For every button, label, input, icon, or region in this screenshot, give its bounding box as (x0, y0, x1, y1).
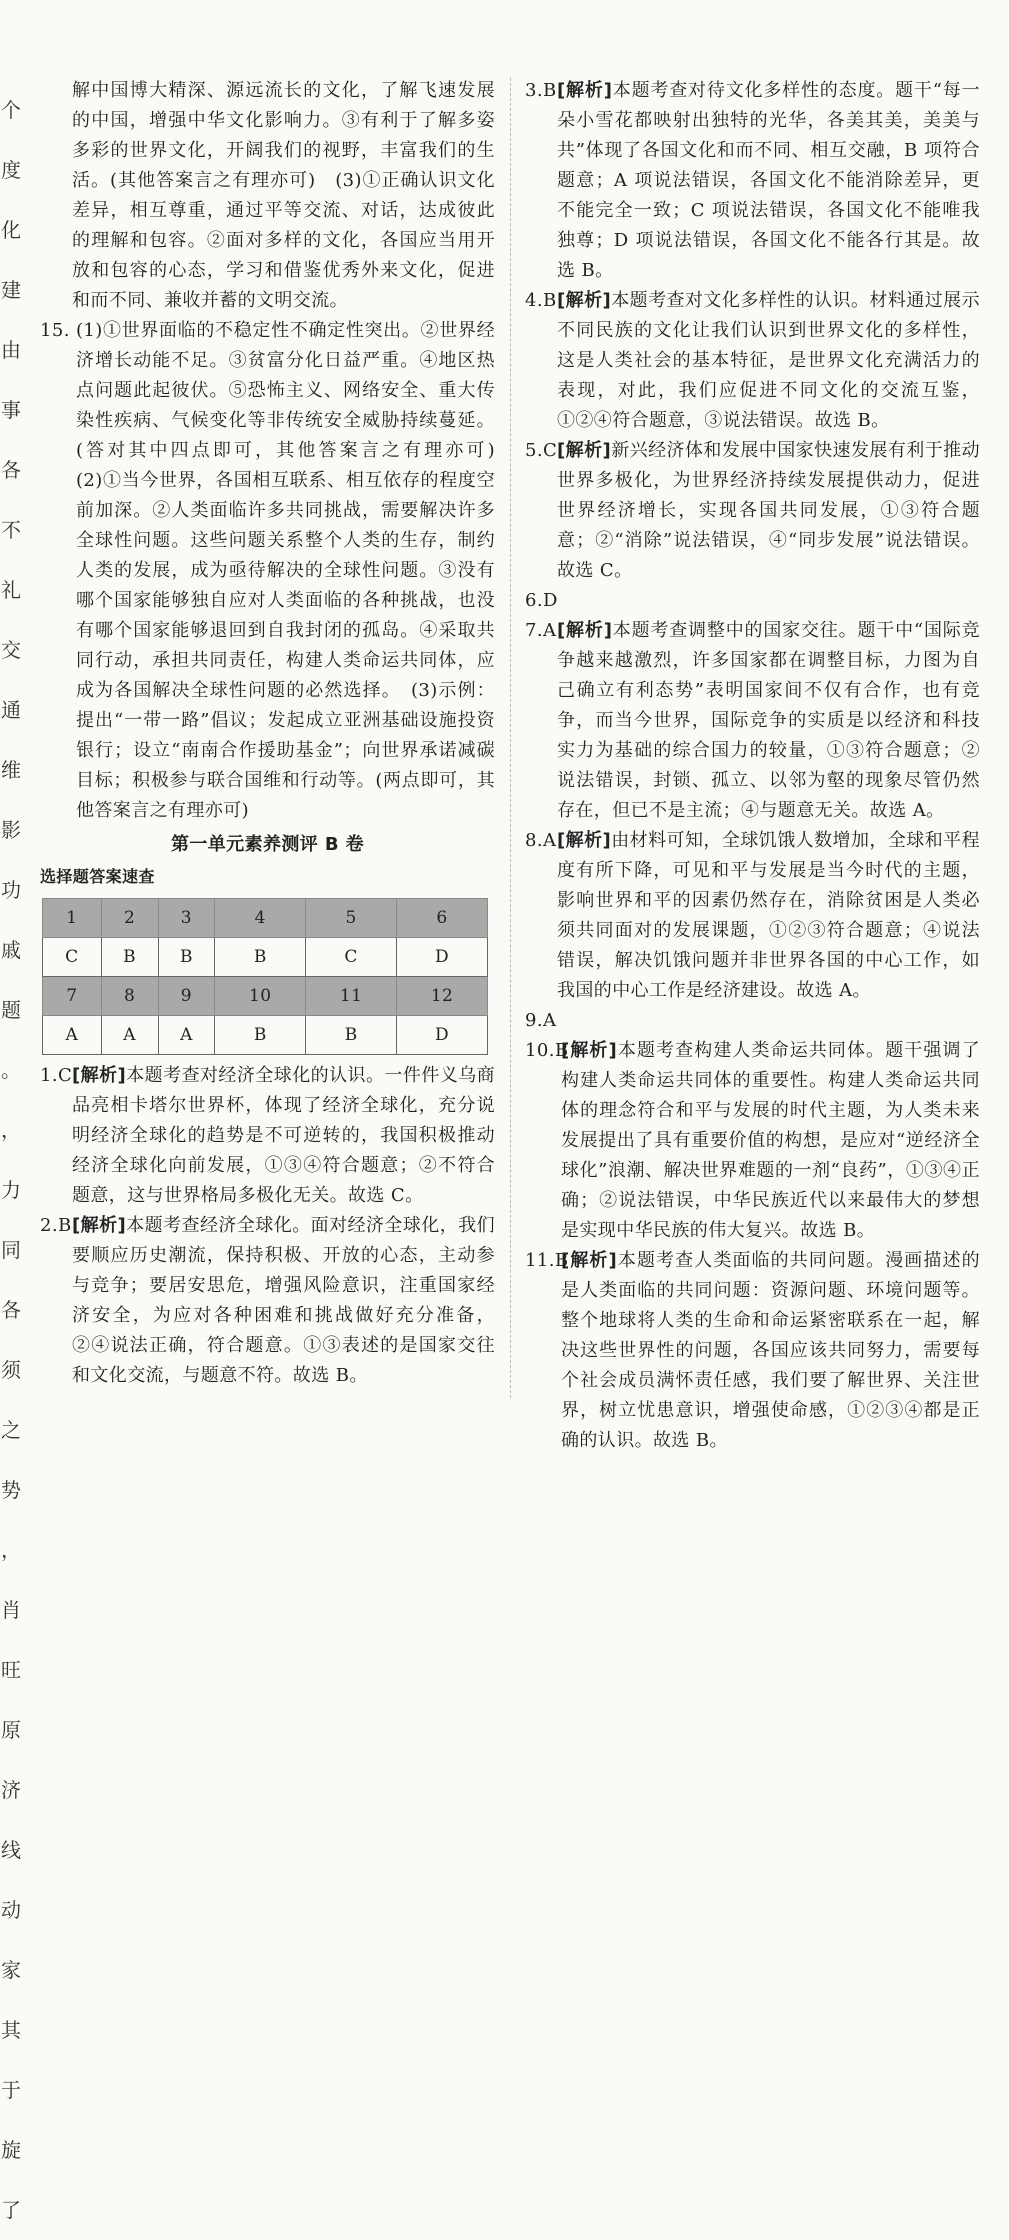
question-number: 11 (306, 977, 397, 1016)
answer-letter: A (158, 1016, 215, 1055)
q10-text: 本题考查构建人类命运共同体。题干强调了构建人类命运共同体的重要性。构建人类命运共同体的理念符合和平与发展的时代主题，为人类未来发展提出了具有重要价值的构想，是应对“逆经济全球化”浪潮、解决世界难题的一剂“良药”，①③④正确；②说法错误，中华民族近代以来最伟大的梦想是实现中华民族的伟大复兴。故选 B。 (561, 1040, 980, 1241)
q10-answer (525, 1036, 980, 1246)
edge-char: 交 (1, 638, 21, 662)
edge-char: 肖 (1, 1598, 21, 1622)
q4-answer (525, 286, 980, 436)
edge-char: 建 (1, 278, 21, 302)
edge-char: 力 (1, 1178, 21, 1202)
answer-letter: C (43, 938, 102, 977)
right-column (525, 76, 980, 1456)
edge-char: 须 (1, 1358, 21, 1382)
q10-number: 10.B (525, 1040, 569, 1061)
q8-answer (525, 826, 980, 1006)
edge-char: 旺 (1, 1658, 21, 1682)
question-number: 1 (43, 899, 102, 938)
edge-char: 动 (1, 1898, 21, 1922)
question-number: 3 (158, 899, 215, 938)
edge-char: ， (1, 1118, 21, 1142)
edge-char: 各 (1, 458, 21, 482)
quick-answer-title: 选择题答案速查 (40, 867, 155, 886)
edge-char: 。 (1, 1058, 21, 1082)
question-number: 8 (101, 977, 158, 1016)
q7-number: 7.A (525, 620, 557, 641)
answer-letter: B (215, 938, 306, 977)
q7-text: 本题考查调整中的国家交往。题干中“国际竞争越来越激烈，许多国家都在调整目标，力图为自己确立有利态势”表明国家间不仅有合作，也有竞争，而当今世界，国际竞争的实质是以经济和科技实力为基础的综合国力的较量，①③符合题意；②说法错误，封锁、孤立、以邻为壑的现象尽管仍然存在，但已不是主流；④与题意无关。故选 A。 (557, 620, 980, 821)
answer-table-row (43, 938, 488, 977)
q3-text: 本题考查对待文化多样性的态度。题干“每一朵小雪花都映射出独特的光华，各美其美，美美与共”体现了各国文化和而不同、相互交融，B 项符合题意；A 项说法错误，各国文化不能消除差异，更不能完全一致；C 项说法错误，各国文化不能唯我独尊；D 项说法错误，各国文化不能各行其是。故选 B。 (557, 80, 980, 281)
analysis-tag: [解析] (557, 830, 612, 851)
q4-text: 本题考查对文化多样性的认识。材料通过展示不同民族的文化让我们认识到世界文化的多样性，这是人类社会的基本特征，是世界文化充满活力的表现，对此，我们应促进不同文化的交流互鉴，①②④符合题意，③说法错误。故选 B。 (557, 290, 981, 431)
answer-letter: A (43, 1016, 102, 1055)
q5-answer (525, 436, 980, 586)
edge-char: 之 (1, 1418, 21, 1442)
analysis-tag: [解析] (72, 1065, 127, 1086)
analysis-tag: [解析] (72, 1215, 127, 1236)
question-number: 2 (101, 899, 158, 938)
q7-answer (525, 616, 980, 826)
edge-char: 其 (1, 2018, 21, 2042)
q8-number: 8.A (525, 830, 557, 851)
analysis-tag: [解析] (557, 440, 612, 461)
q5-text: 新兴经济体和发展中国家快速发展有利于推动世界多极化，为世界经济持续发展提供动力，促进世界经济增长，实现各国共同发展，①③符合题意；②“消除”说法错误，④“同步发展”说法错误。故选 C。 (557, 440, 981, 581)
answer-letter: D (397, 938, 488, 977)
edge-char: 礼 (1, 578, 21, 602)
edge-char: 由 (1, 338, 21, 362)
edge-char: 势 (1, 1478, 21, 1502)
answer-table-row (43, 1016, 488, 1055)
question-number: 5 (306, 899, 397, 938)
q2-text: 本题考查经济全球化。面对经济全球化，我们要顺应历史潮流，保持积极、开放的心态，主动参与竞争；要居安思危，增强风险意识，注重国家经济安全，为应对各种困难和挑战做好充分准备，②④说法正确，符合题意。①③表述的是国家交往和文化交流，与题意不符。故选 B。 (72, 1215, 496, 1386)
edge-char: 个 (1, 98, 21, 122)
answer-table-row (43, 899, 488, 938)
edge-char: 功 (1, 878, 21, 902)
edge-char: 家 (1, 1958, 21, 1982)
cropped-left-edge-text (0, 80, 22, 2222)
q11-answer (525, 1246, 980, 1456)
q14-continuation: 解中国博大精深、源远流长的文化，了解飞速发展的中国，增强中华文化影响力。③有利于了解多姿多彩的世界文化，开阔我们的视野，丰富我们的生活。(其他答案言之有理亦可) (3)①正确认识文化差异，相互尊重，通过平等交流、对话，达成彼此的理解和包容。②面对多样的文化，各国应当用开放和包容的心态，学习和借鉴优秀外来文化，促进和而不同、兼收并蓄的文明交流。 (72, 80, 495, 311)
analysis-tag: [解析] (561, 1040, 618, 1061)
answer-table-row (43, 977, 488, 1016)
edge-char: 度 (1, 158, 21, 182)
analysis-tag: [解析] (557, 620, 613, 641)
edge-char: 旋 (1, 2138, 21, 2162)
edge-char: 事 (1, 398, 21, 422)
answer-letter: B (158, 938, 215, 977)
edge-char: 通 (1, 698, 21, 722)
q2-number: 2.B (40, 1215, 72, 1236)
edge-char: 线 (1, 1838, 21, 1862)
edge-char: 不 (1, 518, 21, 542)
edge-char: 同 (1, 1238, 21, 1262)
edge-char: 济 (1, 1778, 21, 1802)
answer-letter: B (215, 1016, 306, 1055)
answer-letter: D (397, 1016, 488, 1055)
answer-letter: B (306, 1016, 397, 1055)
q11-number: 11.B (525, 1250, 569, 1271)
edge-char: 各 (1, 1298, 21, 1322)
edge-char: 化 (1, 218, 21, 242)
edge-char: 题 (1, 998, 21, 1022)
q4-number: 4.B (525, 290, 557, 311)
edge-char: 影 (1, 818, 21, 842)
column-divider (510, 78, 511, 1398)
question-number: 7 (43, 977, 102, 1016)
answer-table (42, 898, 488, 1055)
analysis-tag: [解析] (557, 290, 612, 311)
question-number: 9 (158, 977, 215, 1016)
q15-number: 15. (40, 320, 70, 341)
answer-letter: B (101, 938, 158, 977)
answer-letter: A (101, 1016, 158, 1055)
edge-char: 了 (1, 2198, 21, 2222)
question-number: 12 (397, 977, 488, 1016)
edge-char: 原 (1, 1718, 21, 1742)
analysis-tag: [解析] (561, 1250, 618, 1271)
q3-answer (525, 76, 980, 286)
answer-letter: C (306, 938, 397, 977)
question-number: 4 (215, 899, 306, 938)
edge-char: 维 (1, 758, 21, 782)
q6-answer: 6.D (525, 590, 558, 611)
q3-number: 3.B (525, 80, 557, 101)
q5-number: 5.C (525, 440, 558, 461)
q8-text: 由材料可知，全球饥饿人数增加，全球和平程度有所下降，可见和平与发展是当今时代的主题，影响世界和平的因素仍然存在，消除贫困是人类必须共同面对的发展课题，①②③符合题意；④说法错误，解决饥饿问题并非世界各国的中心工作，如我国的中心工作是经济建设。故选 A。 (557, 830, 981, 1001)
q15-answer (40, 316, 514, 826)
question-number: 10 (215, 977, 306, 1016)
edge-char: 于 (1, 2078, 21, 2102)
q2-answer (40, 1211, 495, 1391)
edge-char: ， (1, 1538, 21, 1562)
q15-text: (1)①世界面临的不稳定性不确定性突出。②世界经济增长动能不足。③贫富分化日益严重。④地区热点问题此起彼伏。⑤恐怖主义、网络安全、重大传染性疾病、气候变化等非传统安全威胁持续蔓延。(答对其中四点即可，其他答案言之有理亦可) (2)①当今世界，各国相互联系、相互依存的程度空前加深。②人类面临许多共同挑战，需要解决许多全球性问题。这些问题关系整个人类的生存，制约人类的发展，成为亟待解决的全球性问题。③没有哪个国家能够独自应对人类面临的各种挑战，也没有哪个国家能够退回到自我封闭的孤岛。④采取共同行动，承担共同责任，构建人类命运共同体，应成为各国解决全球性问题的必然选择。 (3)示例：提出“一带一路”倡议；发起成立亚洲基础设施投资银行；设立“南南合作援助基金”；向世界承诺减碳目标；积极参与联合国维和行动等。(两点即可，其他答案言之有理亦可) (76, 320, 514, 821)
q9-answer: 9.A (525, 1010, 557, 1031)
question-number: 6 (397, 899, 488, 938)
section-title: 第一单元素养测评 B 卷 (170, 834, 365, 855)
q1-number: 1.C (40, 1065, 73, 1086)
q1-answer (40, 1061, 495, 1211)
q11-text: 本题考查人类面临的共同问题。漫画描述的是人类面临的共同问题：资源问题、环境问题等。整个地球将人类的生命和命运紧密联系在一起，解决这些世界性的问题，各国应该共同努力，需要每个社会成员满怀责任感，我们要了解世界、关注世界，树立忧患意识，增强使命感，①②③④都是正确的认识。故选 B。 (561, 1250, 980, 1451)
edge-char: 戚 (1, 938, 21, 962)
q1-text: 本题考查对经济全球化的认识。一件件义乌商品亮相卡塔尔世界杯，体现了经济全球化，充分说明经济全球化的趋势是不可逆转的，我国积极推动经济全球化向前发展，①③④符合题意；②不符合题意，这与世界格局多极化无关。故选 C。 (72, 1065, 496, 1206)
analysis-tag: [解析] (557, 80, 613, 101)
left-column (40, 76, 514, 1391)
